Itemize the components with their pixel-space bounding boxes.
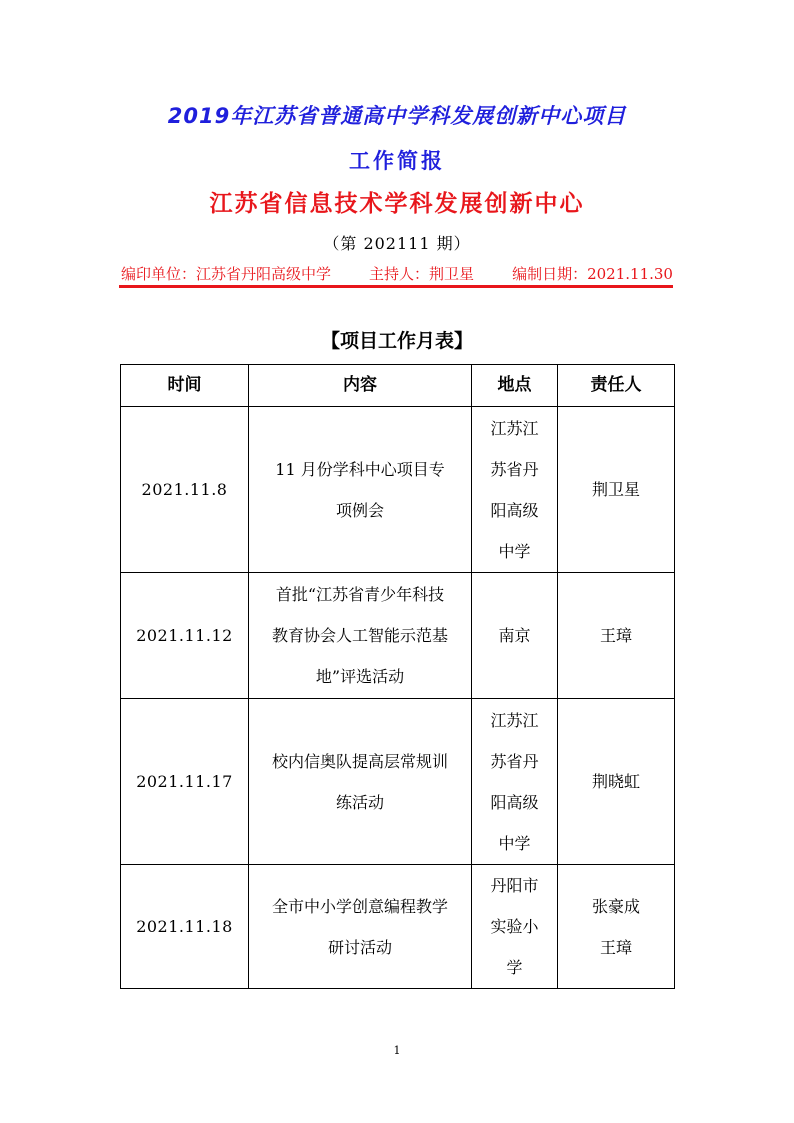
column-header-content: 内容 [249, 365, 472, 407]
cell-place-line: 江苏江 [490, 710, 539, 730]
cell-content [249, 699, 472, 865]
publisher-unit: 编印单位：江苏省丹阳高级中学 [121, 265, 332, 283]
center-title: 江苏省信息技术学科发展创新中心 [209, 191, 585, 217]
table-row [121, 699, 675, 865]
cell-content-line: 教育协会人工智能示范基 [271, 626, 448, 645]
monthly-work-table [120, 364, 675, 989]
cell-content-line: 首批“江苏省青少年科技 [275, 585, 445, 604]
cell-content-line: 11 月份学科中心项目专 [275, 459, 445, 479]
cell-place-line: 中学 [498, 833, 531, 853]
cell-place-line: 实验小 [490, 917, 539, 936]
bulletin-title: 工作简报 [349, 149, 445, 173]
cell-content-line: 校内信奥队提高层常规训 [271, 751, 448, 771]
cell-content [249, 573, 472, 699]
column-header-person: 责任人 [558, 365, 675, 407]
section-heading: 【项目工作月表】 [320, 330, 473, 352]
project-title: 2019年江苏省普通高中学科发展创新中心项目 [167, 104, 627, 128]
cell-place-line: 丹阳市 [490, 876, 539, 895]
cell-place-line: 阳高级 [490, 500, 539, 520]
cell-content [249, 865, 472, 989]
cell-time: 2021.11.8 [121, 407, 249, 573]
page-number: 1 [393, 1044, 401, 1057]
issue-number: （第 202111 期） [323, 234, 471, 253]
cell-person-line: 张豪成 [591, 896, 640, 916]
cell-time: 2021.11.17 [121, 699, 249, 865]
column-header-time: 时间 [121, 365, 249, 407]
table-row [121, 865, 675, 989]
cell-content [249, 407, 472, 573]
cell-place-line: 学 [506, 958, 523, 977]
cell-person-line: 荆晓虹 [591, 772, 640, 791]
cell-person-line: 荆卫星 [591, 480, 640, 499]
host-name: 主持人：荆卫星 [369, 265, 475, 283]
cell-time: 2021.11.18 [121, 865, 249, 989]
table-row [121, 573, 675, 699]
cell-person [558, 699, 675, 865]
compile-date: 编制日期：2021.11.30 [512, 265, 673, 283]
cell-place-line: 苏省丹 [490, 751, 539, 771]
cell-person-line: 王璋 [599, 937, 632, 957]
cell-place [472, 573, 558, 699]
cell-place-line: 中学 [498, 541, 531, 561]
cell-place-line: 苏省丹 [490, 459, 539, 479]
cell-person [558, 865, 675, 989]
cell-time: 2021.11.12 [121, 573, 249, 699]
table-row [121, 407, 675, 573]
cell-place [472, 699, 558, 865]
publication-info [121, 263, 673, 284]
header-divider [119, 285, 673, 288]
cell-person [558, 407, 675, 573]
cell-place-line: 阳高级 [490, 792, 539, 812]
cell-content-line: 项例会 [335, 500, 384, 520]
cell-place [472, 865, 558, 989]
cell-person [558, 573, 675, 699]
cell-content-line: 研讨活动 [327, 937, 392, 957]
cell-content-line: 地”评选活动 [315, 667, 405, 686]
cell-person-line: 王璋 [599, 626, 632, 645]
cell-content-line: 全市中小学创意编程教学 [271, 896, 448, 916]
column-header-place: 地点 [472, 365, 558, 407]
cell-place-line: 南京 [498, 626, 531, 645]
table-body [121, 407, 675, 989]
cell-place [472, 407, 558, 573]
cell-content-line: 练活动 [335, 792, 384, 812]
cell-place-line: 江苏江 [490, 418, 539, 438]
table-header-row [121, 365, 675, 407]
